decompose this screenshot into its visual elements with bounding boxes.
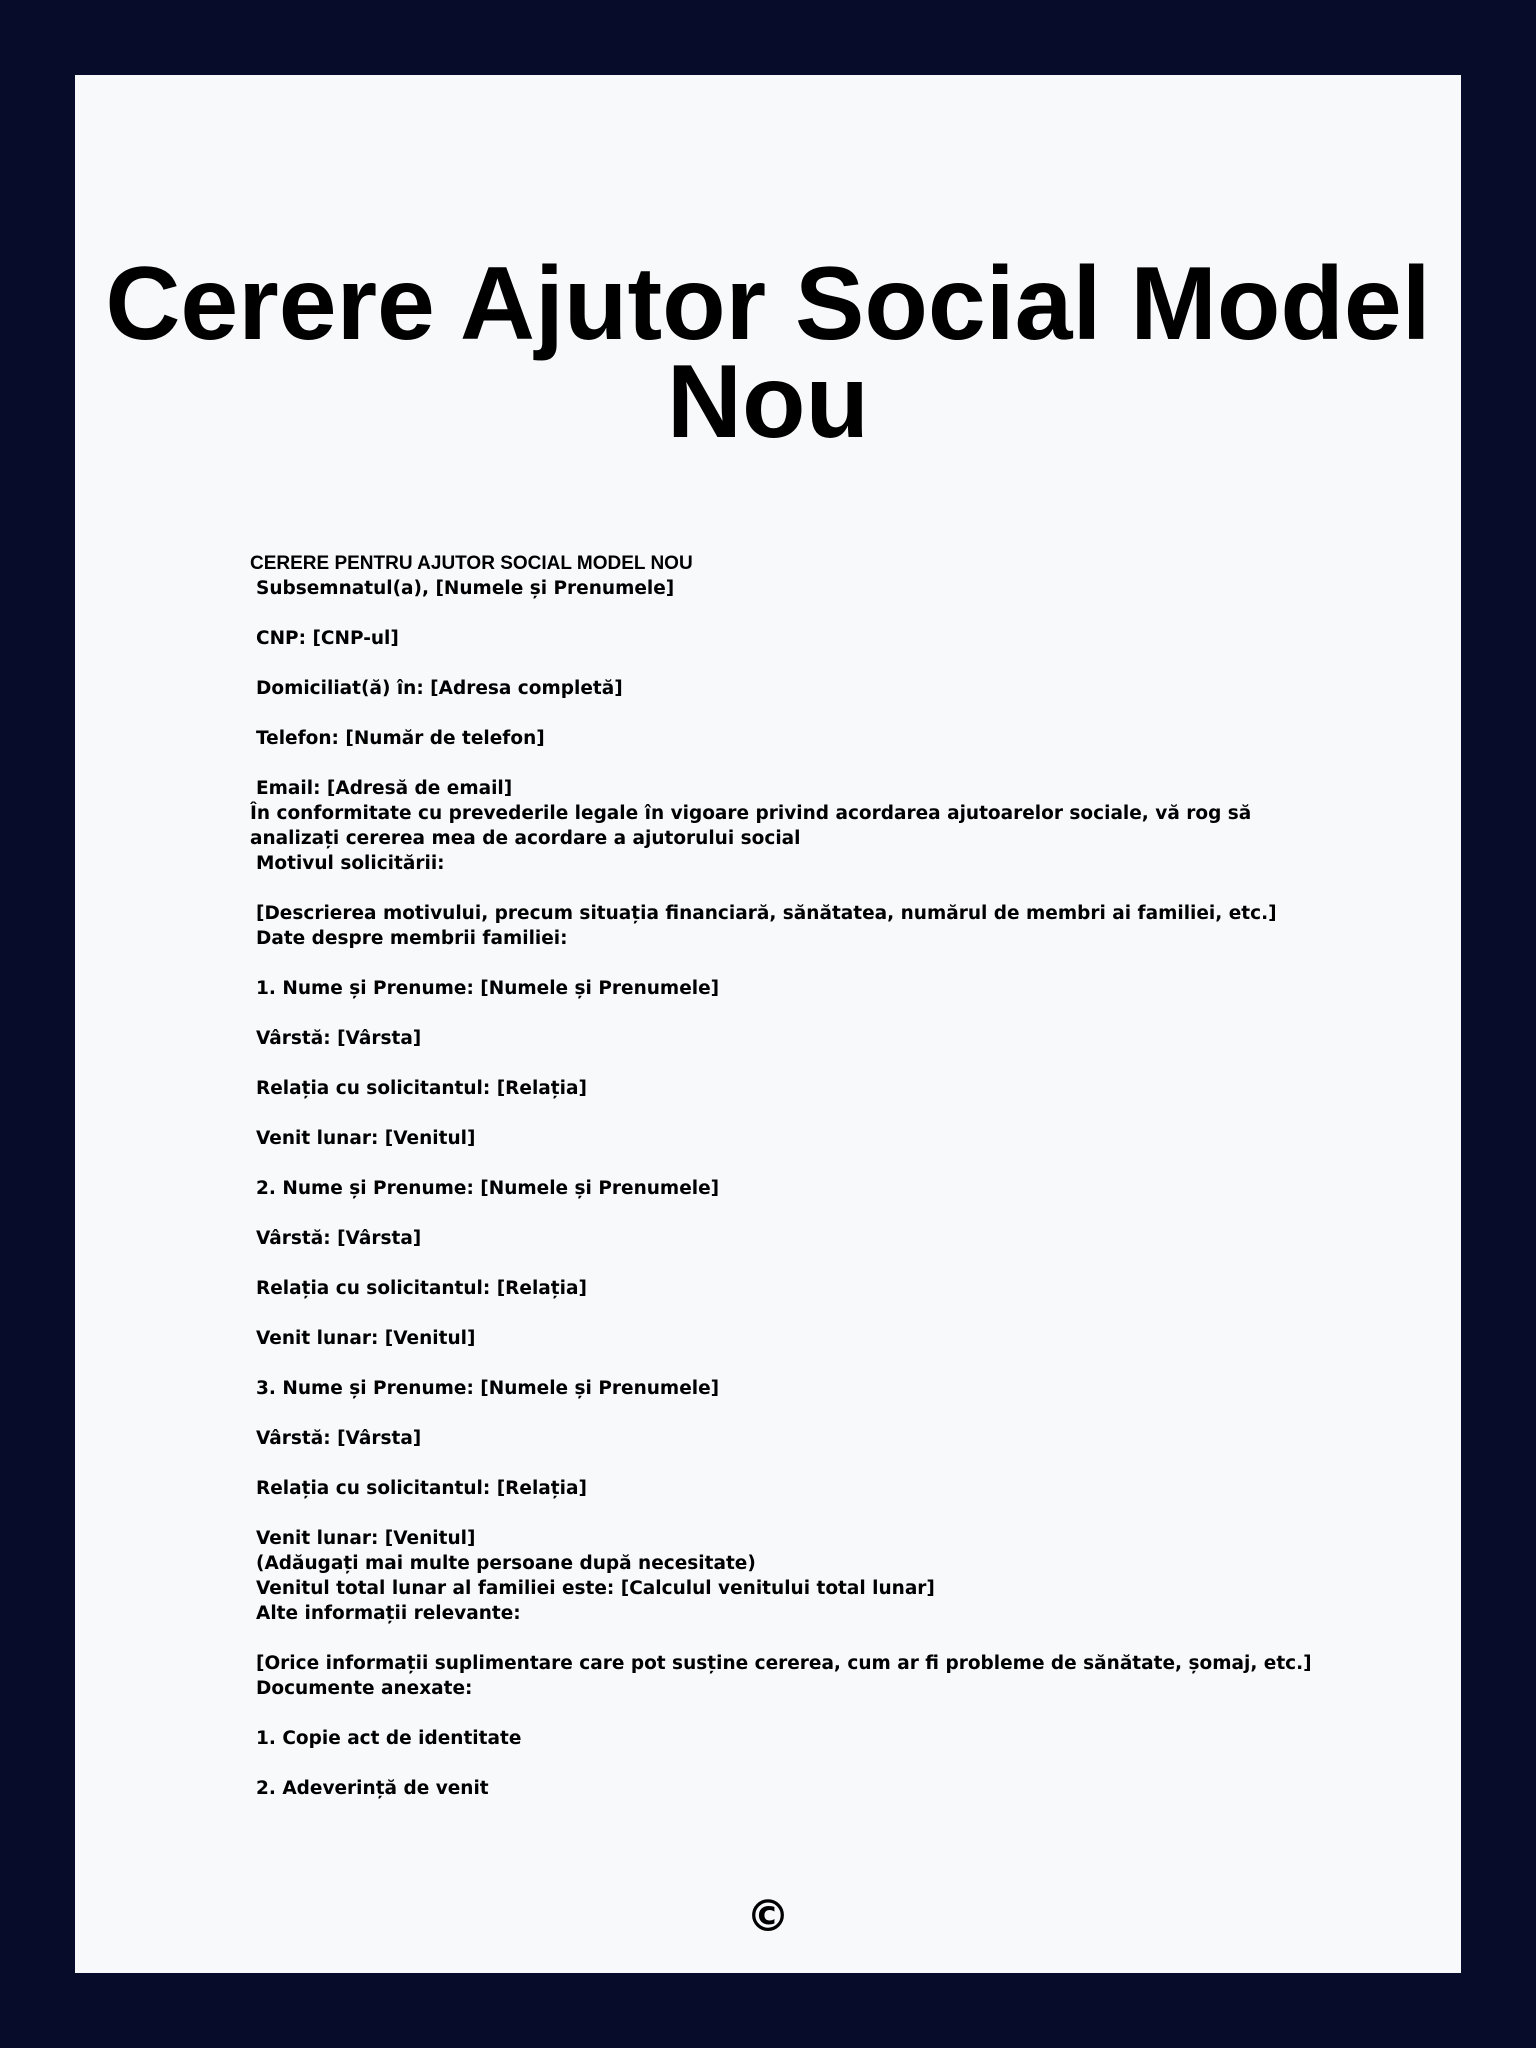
- attachment-item: 2. Adeverință de venit: [256, 1778, 489, 1799]
- member-name-line: 1. Nume și Prenume: [Numele și Prenumele]: [256, 978, 720, 999]
- member-relation-line: Relația cu solicitantul: [Relația]: [256, 1078, 587, 1099]
- document-body: [250, 551, 1310, 1801]
- applicant-phone-line: Telefon: [Număr de telefon]: [256, 728, 545, 749]
- member-age-line: Vârstă: [Vârsta]: [256, 1428, 422, 1449]
- total-income-line: Venitul total lunar al familiei este: [Calculul venitului total lunar]: [256, 1578, 935, 1599]
- other-info-text: [Orice informații suplimentare care pot susține cererea, cum ar fi probleme de sănătate, șomaj, etc.]: [256, 1653, 1312, 1674]
- add-more-note: (Adăugați mai multe persoane după necesitate): [256, 1553, 756, 1574]
- member-income-line: Venit lunar: [Venitul]: [256, 1528, 476, 1549]
- form-heading: CERERE PENTRU AJUTOR SOCIAL MODEL NOU: [250, 553, 693, 574]
- other-info-label: Alte informații relevante:: [256, 1603, 521, 1624]
- member-age-line: Vârstă: [Vârsta]: [256, 1028, 422, 1049]
- attachments-label: Documente anexate:: [256, 1678, 473, 1699]
- applicant-address-line: Domiciliat(ă) în: [Adresa completă]: [256, 678, 623, 699]
- document-page: [75, 75, 1461, 1973]
- intro-paragraph: În conformitate cu prevederile legale în vigoare privind acordarea ajutoarelor sociale, vă rog să analizați cererea mea de acordare a ajutorului social: [250, 803, 1252, 849]
- applicant-cnp-line: CNP: [CNP-ul]: [256, 628, 399, 649]
- attachment-item: 1. Copie act de identitate: [256, 1728, 522, 1749]
- member-name-line: 2. Nume și Prenume: [Numele și Prenumele]: [256, 1178, 720, 1199]
- member-name-line: 3. Nume și Prenume: [Numele și Prenumele]: [256, 1378, 720, 1399]
- member-income-line: Venit lunar: [Venitul]: [256, 1328, 476, 1349]
- member-relation-line: Relația cu solicitantul: [Relația]: [256, 1478, 587, 1499]
- member-income-line: Venit lunar: [Venitul]: [256, 1128, 476, 1149]
- applicant-name-line: Subsemnatul(a), [Numele și Prenumele]: [256, 578, 675, 599]
- family-label: Date despre membrii familiei:: [256, 928, 568, 949]
- document-title: Cerere Ajutor Social Model Nou: [105, 246, 1431, 460]
- reason-text: [Descrierea motivului, precum situația financiară, sănătatea, numărul de membri ai familiei, etc.]: [256, 903, 1277, 924]
- applicant-email-line: Email: [Adresă de email]: [256, 778, 513, 799]
- reason-label: Motivul solicitării:: [256, 853, 445, 874]
- member-relation-line: Relația cu solicitantul: [Relația]: [256, 1278, 587, 1299]
- copyright-symbol: ©: [746, 1891, 790, 1942]
- member-age-line: Vârstă: [Vârsta]: [256, 1228, 422, 1249]
